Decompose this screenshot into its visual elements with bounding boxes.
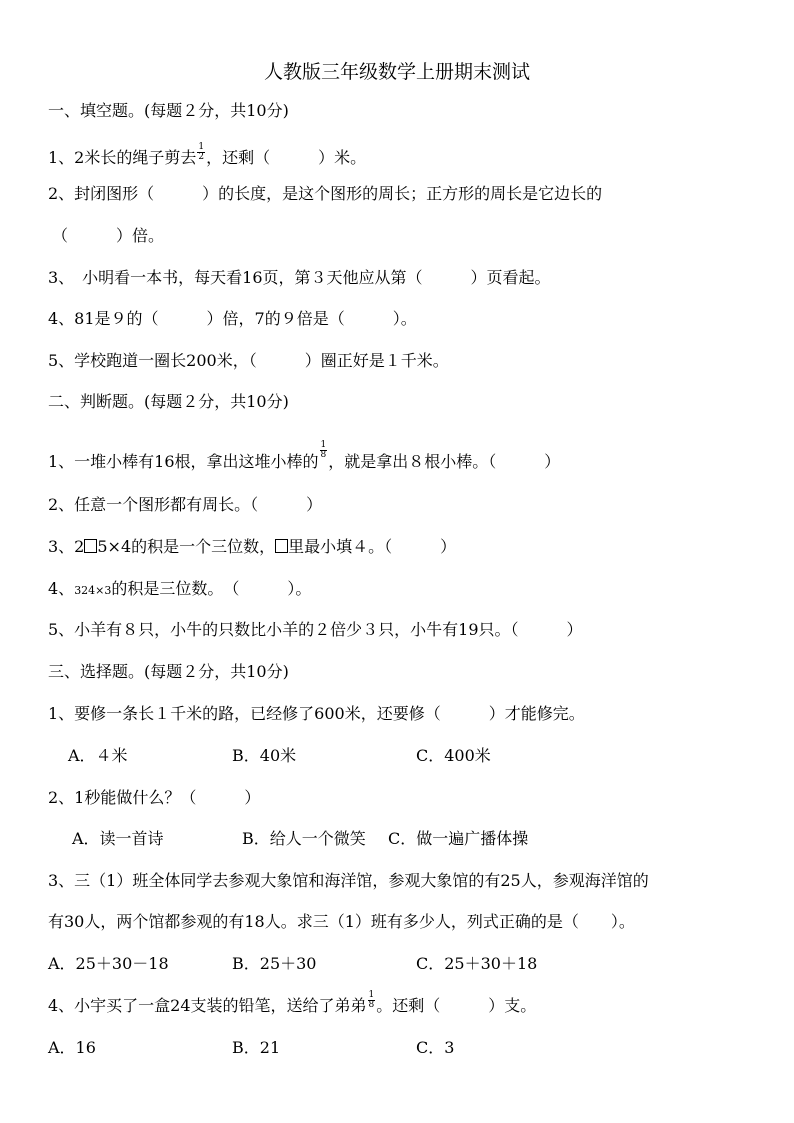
s3-q3-option-b: B．25＋30: [232, 954, 317, 973]
s1-question-3: 3、 小明看一本书，每天看16页，第３天他应从第（ ）页看起。: [48, 268, 551, 287]
s2-question-2: 2、任意一个图形都有周长。（ ）: [48, 495, 323, 514]
blank-box: [275, 539, 288, 553]
s3-q2-option-c: C．做一遍广播体操: [388, 829, 529, 848]
fraction-numerator: 1: [320, 440, 327, 450]
fraction-denominator: 2: [198, 152, 205, 162]
s1-q1-text-a: 1、2米长的绳子剪去: [48, 148, 197, 167]
s2-q4-text-a: 4、: [48, 579, 75, 598]
s3-q4-option-a: A．16: [48, 1038, 96, 1057]
s2-q1-fraction: [320, 441, 328, 460]
section-3-heading: 三、选择题。(每题２分，共10分): [48, 662, 289, 681]
s1-question-4: 4、81是９的（ ）倍，7的９倍是（ ）。: [48, 309, 417, 328]
s2-q4-expression: 324×3: [74, 584, 112, 597]
s2-q3-text-b: 5×4的积是一个三位数，: [97, 537, 276, 556]
fraction-numerator: 1: [368, 990, 375, 1000]
s3-question-1: 1、要修一条长１千米的路，已经修了600米，还要修（ ）才能修完。: [48, 704, 585, 723]
s3-q1-option-b: B．40米: [232, 746, 297, 765]
s2-question-3: [48, 537, 456, 557]
s2-q3-text-c: 里最小填４。（ ）: [288, 537, 457, 556]
s2-question-5: 5、小羊有８只，小牛的只数比小羊的２倍少３只，小牛有19只。（ ）: [48, 620, 583, 639]
s3-q2-option-b: B．给人一个微笑: [242, 829, 366, 848]
s2-q3-text-a: 3、2: [48, 537, 85, 556]
s3-q1-option-a: A．４米: [68, 746, 128, 765]
s3-q4-text-b: 。还剩（ ）支。: [376, 996, 537, 1015]
s1-q1-fraction: [197, 143, 205, 162]
blank-box: [84, 539, 97, 553]
s3-q3-option-c: C．25＋30＋18: [416, 954, 538, 973]
s1-question-2-cont: （ ）倍。: [52, 226, 165, 245]
s3-question-3: 3、三（1）班全体同学去参观大象馆和海洋馆，参观大象馆的有25人，参观海洋馆的: [48, 871, 649, 890]
s3-question-3-cont: 有30人，两个馆都参观的有18人。求三（1）班有多少人，列式正确的是（ ）。: [48, 912, 635, 931]
s3-question-2: 2、1秒能做什么？（ ）: [48, 788, 261, 807]
s2-q1-text-a: 1、一堆小棒有16根，拿出这堆小棒的: [48, 452, 319, 471]
s2-question-1: [48, 440, 561, 472]
s3-q4-fraction: [368, 991, 376, 1010]
s3-q3-option-a: A．25＋30－18: [48, 954, 169, 973]
s2-q4-text-b: 的积是三位数。 （ ）。: [111, 579, 312, 598]
page-title: 人教版三年级数学上册期末测试: [263, 61, 530, 83]
s1-question-5: 5、学校跑道一圈长200米，（ ）圈正好是１千米。: [48, 351, 449, 370]
s3-q4-option-b: B．21: [232, 1038, 281, 1057]
s3-question-4: [48, 990, 537, 1016]
fraction-denominator: 8: [368, 1000, 375, 1010]
s3-q2-option-a: A．读一首诗: [72, 829, 164, 848]
section-2-heading: 二、判断题。(每题２分，共10分): [48, 392, 289, 411]
s1-question-2: 2、封闭图形（ ）的长度，是这个图形的周长；正方形的周长是它边长的: [48, 184, 603, 203]
s1-question-1: [48, 142, 367, 168]
s2-question-4: [48, 579, 311, 601]
s3-q4-option-c: C．3: [416, 1038, 455, 1057]
s1-q1-text-b: ，还剩（ ）米。: [206, 148, 367, 167]
fraction-numerator: 1: [198, 142, 205, 152]
section-1-heading: 一、填空题。(每题２分，共10分): [48, 101, 289, 120]
s3-q1-option-c: C．400米: [416, 746, 491, 765]
s3-q4-text-a: 4、小宇买了一盒24支装的铅笔，送给了弟弟: [48, 996, 367, 1015]
fraction-denominator: 8: [320, 450, 327, 460]
s2-q1-text-b: ，就是拿出８根小棒。（ ）: [328, 452, 561, 471]
